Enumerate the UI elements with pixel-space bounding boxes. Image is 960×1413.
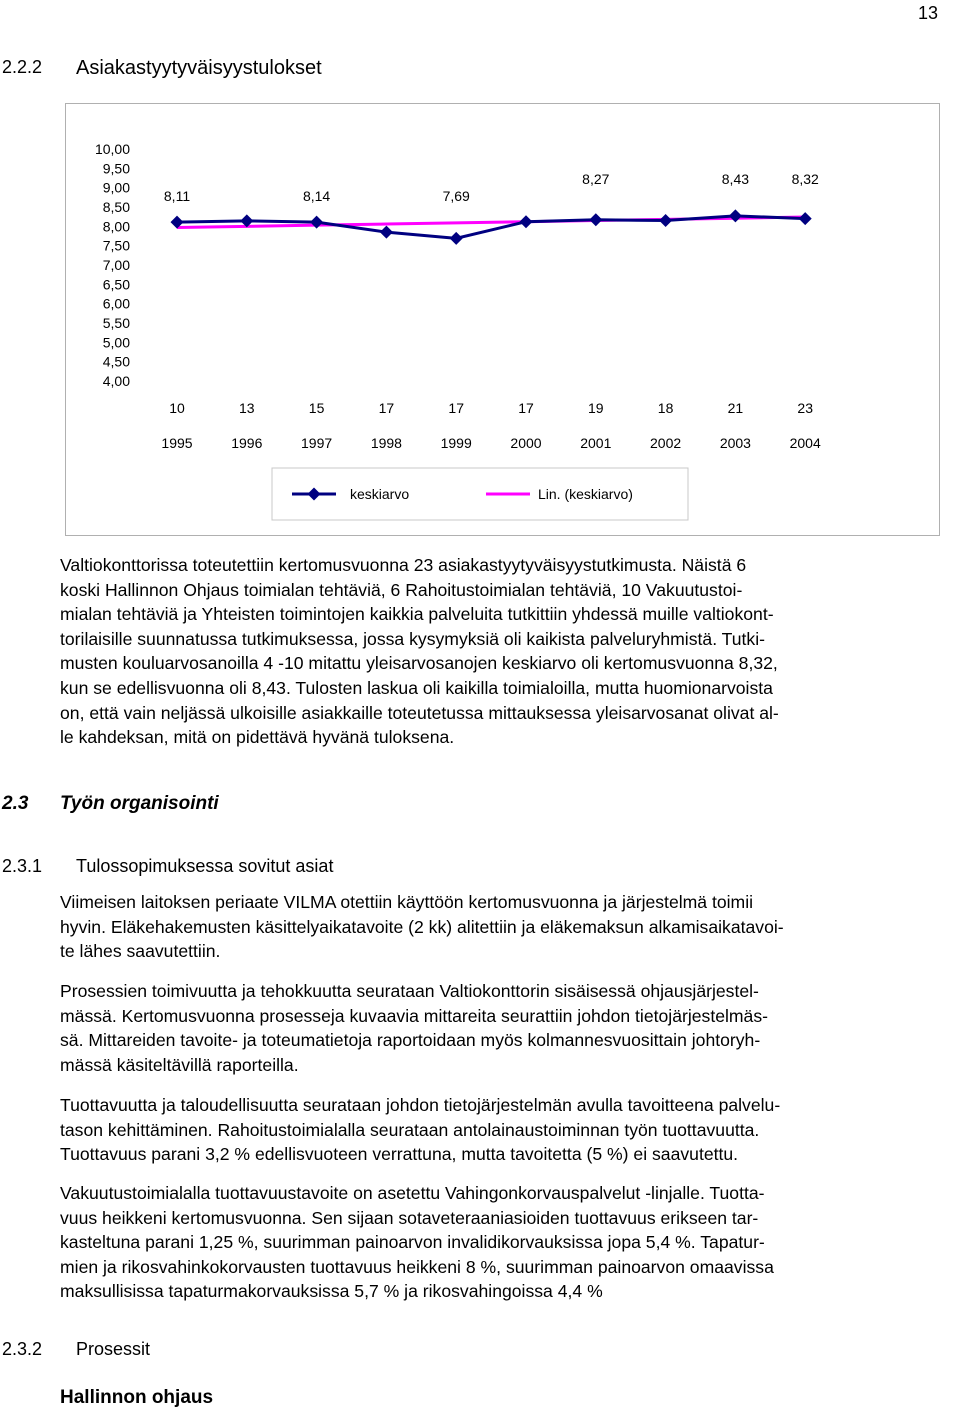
text-line: Tuottavuutta ja taloudellisuutta seurataan johdon tietojärjestelmän avulla tavoitteena palvelu- xyxy=(60,1095,781,1115)
y-tick-label: 4,00 xyxy=(102,373,130,389)
text-line: mien ja rikosvahinkokorvausten tuottavuus heikkeni 8 %, suurimman painoarvon omaavissa xyxy=(60,1256,774,1277)
text-line: maksullisissa tapaturmakorvauksissa 5,7 % ja rikosvahingoissa 4,4 % xyxy=(60,1281,603,1302)
data-point-marker xyxy=(520,215,533,228)
x-year-label: 2000 xyxy=(510,435,542,451)
x-count-label: 18 xyxy=(657,400,674,416)
subheading-hallinnon-ohjaus: Hallinnon ohjaus xyxy=(60,1387,214,1408)
y-tick-label: 5,00 xyxy=(102,334,130,351)
page-number: 13 xyxy=(917,3,938,23)
x-count-label: 21 xyxy=(727,400,744,416)
paragraph-insurance xyxy=(60,1181,945,1304)
data-label: 8,14 xyxy=(302,188,331,204)
x-count-label: 19 xyxy=(588,400,604,416)
section-title-2-3-1: Tulossopimuksessa sovitut asiat xyxy=(76,856,334,876)
x-count-label: 10 xyxy=(169,400,185,416)
chart-svg xyxy=(66,104,941,537)
text-line: on, että vain neljässä ulkoisille asiakkaille toteutetussa mittauksessa yleisarvosanat olivat al- xyxy=(60,702,779,723)
text-line: Tuottavuus parani 3,2 % edellisvuoteen verrattuna, mutta tavoitetta (5 %) ei saavutettu. xyxy=(60,1144,739,1165)
legend-label-keskiarvo: keskiarvo xyxy=(350,486,410,502)
paragraph-satisfaction xyxy=(60,553,945,750)
paragraph-vilma xyxy=(60,890,945,964)
y-tick-label: 8,50 xyxy=(102,199,130,215)
y-tick-label: 7,00 xyxy=(102,257,130,273)
text-line: tason kehittäminen. Rahoitustoimialalla seurataan antolainaustoiminnan työn tuottavuutta. xyxy=(60,1119,760,1140)
data-point-marker xyxy=(729,209,742,222)
text-line: Vakuutustoimialalla tuottavuustavoite on asetettu Vahingonkorvauspalvelut -linjalle. Tuotta- xyxy=(60,1183,765,1203)
x-count-label: 17 xyxy=(448,400,464,416)
satisfaction-chart xyxy=(65,103,940,536)
x-count-label: 17 xyxy=(518,400,534,416)
y-tick-label: 6,50 xyxy=(102,276,130,293)
section-number-2-3-1: 2.3.1 xyxy=(2,856,43,876)
text-line: kun se edellisvuonna oli 8,43. Tulosten laskua oli kaikilla toimialoilla, mutta huomionarvoista xyxy=(60,677,773,698)
data-label: 7,69 xyxy=(442,188,470,204)
y-tick-label: 9,00 xyxy=(102,179,130,196)
text-line: Valtiokonttorissa toteutettiin kertomusvuonna 23 asiakastyytyväisyystutkimusta. Näistä 6 xyxy=(60,555,747,575)
section-number-2-3-2: 2.3.2 xyxy=(2,1339,43,1359)
text-line: mialan tehtäviä ja Yhteisten toimintojen kaikkia palveluita tutkittiin yhdessä muille valtiokont- xyxy=(60,604,774,625)
section-number-2-3: 2.3 xyxy=(2,793,29,814)
y-tick-label: 5,50 xyxy=(102,315,130,331)
y-tick-label: 6,00 xyxy=(102,295,130,312)
data-label: 8,32 xyxy=(791,171,819,187)
section-number: 2.2.2 xyxy=(2,57,43,77)
text-line: te lähes saavutettiin. xyxy=(60,941,221,962)
text-line: le kahdeksan, mitä on pidettävä hyvänä tuloksena. xyxy=(60,727,455,748)
paragraph-processes xyxy=(60,979,945,1077)
y-tick-label: 4,50 xyxy=(102,353,130,370)
text-line: torilaisille suunnatussa tutkimuksessa, jossa kysymyksiä oli kaikista palveluryhmistä. Tutki- xyxy=(60,628,765,649)
x-year-label: 2002 xyxy=(650,435,682,451)
y-tick-label: 8,00 xyxy=(102,218,130,235)
text-line: sä. Mittareiden tavoite- ja toteumatietoja raportoidaan myös kolmannesvuosittain johtoryh- xyxy=(60,1030,761,1051)
data-label: 8,11 xyxy=(163,188,191,204)
legend-marker-keskiarvo xyxy=(308,488,321,501)
legend-label-trend: Lin. (keskiarvo) xyxy=(538,486,633,502)
text-line: Viimeisen laitoksen periaate VILMA otettiin käyttöön kertomusvuonna ja järjestelmä toimii xyxy=(60,892,754,912)
data-point-marker xyxy=(450,232,463,245)
text-line: mässä käsiteltävillä raporteilla. xyxy=(60,1054,299,1075)
x-year-label: 2003 xyxy=(719,435,751,451)
text-line: vuus heikkeni kertomusvuonna. Sen sijaan sotaveteraaniasioiden tuottavuus erikseen tar- xyxy=(60,1207,759,1228)
section-title: Asiakastyytyväisyystulokset xyxy=(76,57,322,79)
text-line: koski Hallinnon Ohjaus toimialan tehtäviä, 6 Rahoitustoimialan tehtäviä, 10 Vakuutustoi- xyxy=(60,579,743,600)
x-year-label: 2004 xyxy=(789,435,821,451)
data-point-marker xyxy=(380,226,393,239)
y-tick-label: 7,50 xyxy=(102,237,130,254)
paragraph-productivity xyxy=(60,1093,945,1167)
data-label: 8,27 xyxy=(582,171,610,187)
data-point-marker xyxy=(589,213,602,226)
text-line: Prosessien toimivuutta ja tehokkuutta seurataan Valtiokonttorin sisäisessä ohjausjärjestel- xyxy=(60,981,759,1001)
x-year-label: 1998 xyxy=(370,435,402,451)
data-point-marker xyxy=(659,214,672,227)
x-year-label: 1995 xyxy=(161,435,193,451)
data-point-marker xyxy=(799,212,812,225)
x-year-label: 1999 xyxy=(440,435,472,451)
section-title-2-3: Työn organisointi xyxy=(60,793,219,814)
y-tick-label: 10,00 xyxy=(94,141,130,157)
y-tick-label: 9,50 xyxy=(102,160,130,177)
text-line: musten kouluarvosanoilla 4 -10 mitattu yleisarvosanojen keskiarvo oli kertomusvuonna 8,32, xyxy=(60,653,778,674)
x-year-label: 2001 xyxy=(580,435,612,451)
section-heading-2-2-2 xyxy=(2,57,42,78)
x-year-label: 1996 xyxy=(231,435,263,451)
x-count-label: 17 xyxy=(378,400,395,416)
x-count-label: 13 xyxy=(239,400,255,416)
x-count-label: 15 xyxy=(308,400,325,416)
data-label: 8,43 xyxy=(721,171,750,187)
text-line: mässä. Kertomusvuonna prosesseja kuvaavia mittareita seurattiin johdon tietojärjestelmäs- xyxy=(60,1005,769,1026)
x-count-label: 23 xyxy=(797,400,813,416)
section-title-2-3-2: Prosessit xyxy=(76,1339,151,1359)
x-year-label: 1997 xyxy=(301,435,333,451)
text-line: kasteltuna parani 1,25 %, suurimman painoarvon invalidikorvauksissa jopa 5,4 %. Tapatur- xyxy=(60,1232,765,1253)
text-line: hyvin. Eläkehakemusten käsittelyaikatavoite (2 kk) alitettiin ja eläkemaksun alkamisaikatavoi- xyxy=(60,916,784,937)
